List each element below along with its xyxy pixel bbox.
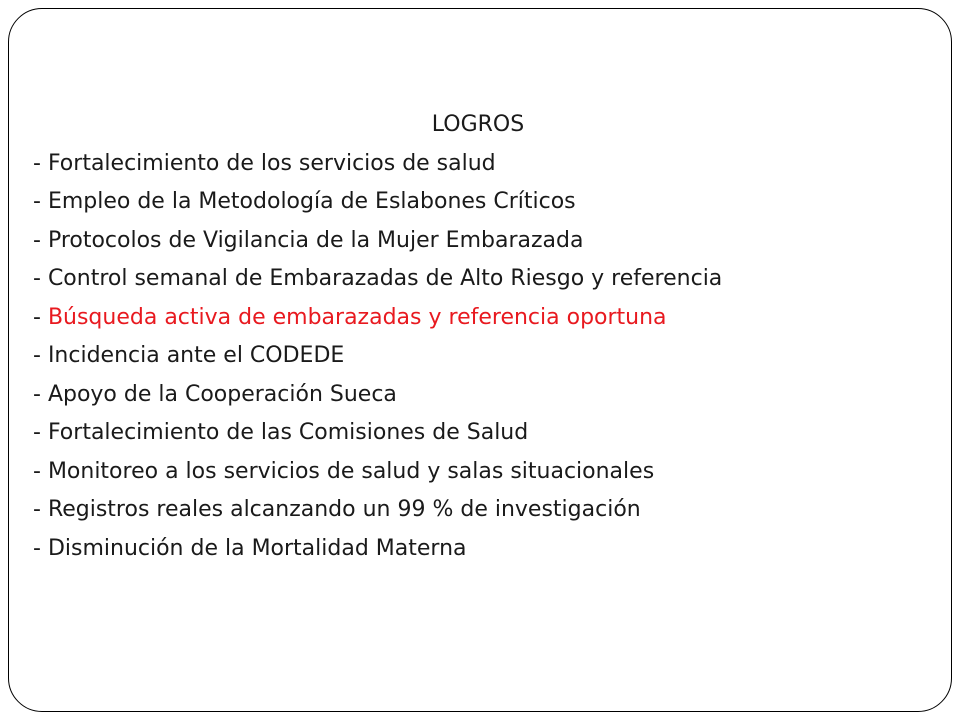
slide-content (33, 106, 923, 568)
list-item-bullet: - (33, 458, 48, 484)
list-item-text: Registros reales alcanzando un 99 % de investigación (47, 497, 641, 522)
list-item-highlighted (33, 299, 923, 338)
list-item (33, 260, 923, 299)
list-item-text: Disminución de la Mortalidad Materna (47, 535, 467, 561)
list-item-text: Empleo de la Metodología de Eslabones Críticos (47, 189, 576, 214)
list-item (33, 376, 923, 415)
list-item (33, 530, 923, 569)
list-item (33, 145, 923, 184)
list-item-text: Apoyo de la Cooperación Sueca (47, 381, 397, 407)
list-item-text: Protocolos de Vigilancia de la Mujer Embarazada (47, 227, 584, 253)
list-item-bullet: - (33, 343, 48, 368)
list-item-text: Incidencia ante el CODEDE (47, 343, 345, 368)
list-item-bullet: - (33, 150, 48, 176)
list-item (33, 183, 923, 222)
list-item-text: Fortalecimiento de los servicios de salud (47, 150, 496, 176)
slide-heading: LOGROS (431, 112, 525, 137)
list-item (33, 222, 923, 261)
list-item (33, 337, 923, 376)
list-item-bullet: - (33, 420, 48, 445)
list-item (33, 414, 923, 453)
list-item-text-highlighted: Búsqueda activa de embarazadas y referencia oportuna (47, 304, 667, 330)
list-item-text: Fortalecimiento de las Comisiones de Salud (47, 420, 529, 445)
list-item-bullet: - (33, 304, 48, 330)
list-item-bullet: - (33, 535, 48, 561)
list-item-bullet: - (33, 381, 48, 407)
list-item (33, 453, 923, 492)
list-item-text: Monitoreo a los servicios de salud y salas situacionales (47, 458, 655, 484)
list-item-bullet: - (33, 497, 48, 522)
list-item-bullet: - (33, 266, 48, 291)
list-item (33, 491, 923, 530)
list-item-bullet: - (33, 189, 48, 214)
list-item-text: Control semanal de Embarazadas de Alto Riesgo y referencia (47, 266, 723, 291)
list-item-bullet: - (33, 227, 48, 253)
